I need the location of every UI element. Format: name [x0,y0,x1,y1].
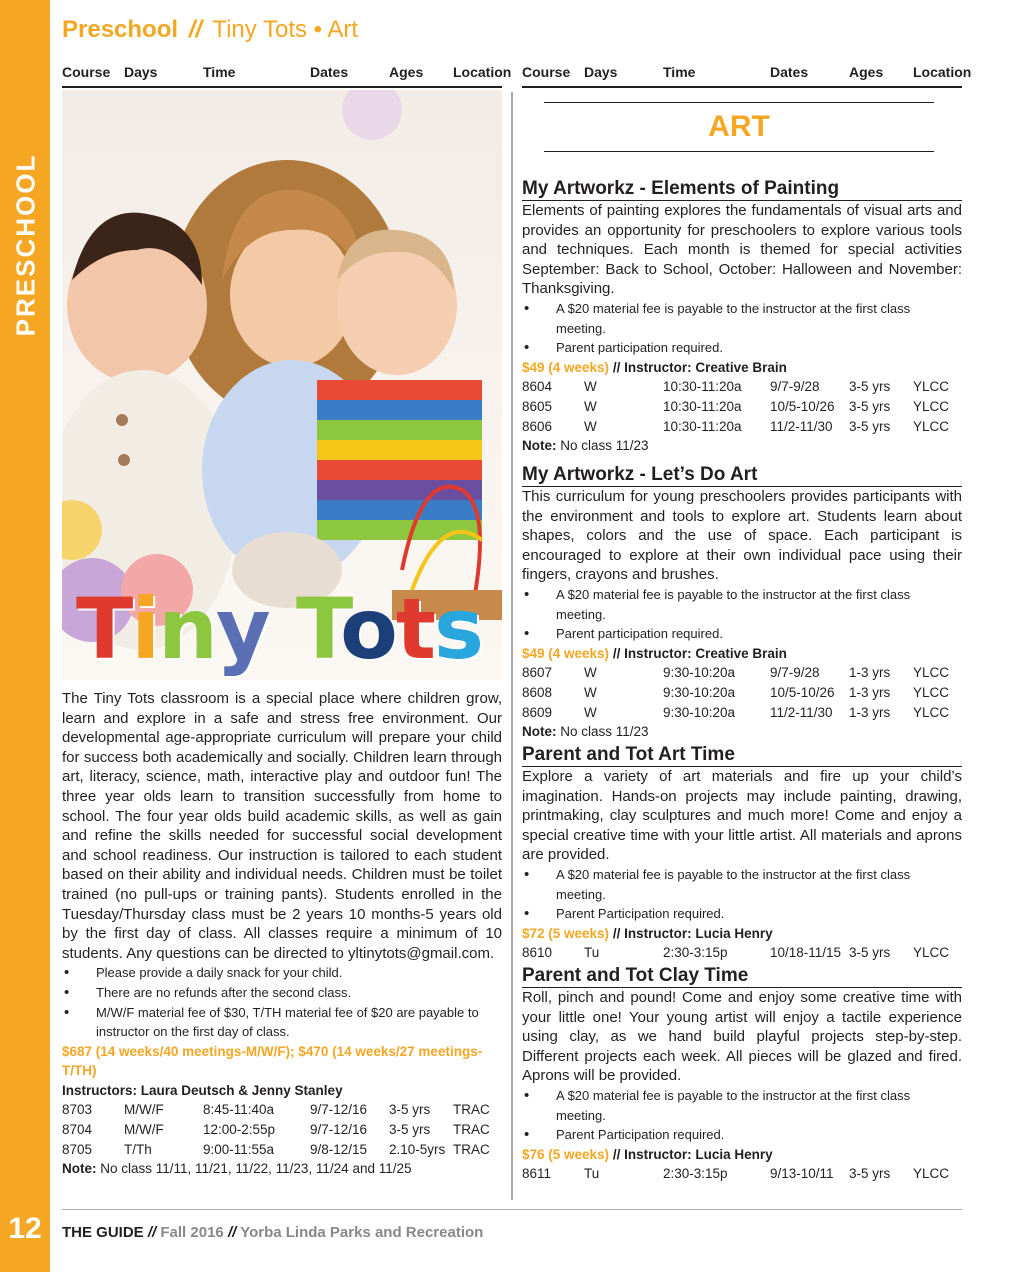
course-time: 8:45-11:40a [203,1102,275,1118]
bullet-item: • Please provide a daily snack for your child. [62,963,502,983]
course-number: 8705 [62,1141,93,1157]
course-days: T/Th [124,1141,152,1157]
course-ages: 2.10-5yrs [389,1141,446,1157]
logo-letter: o [340,580,396,678]
course-number: 8704 [62,1122,93,1138]
title-separator: // [188,16,203,43]
section-note [522,722,962,742]
bullet-item: • M/W/F material fee of $30, T/TH material fee of $20 are payable to instructor on the first day of class. [62,1003,502,1042]
course-ages: 3-5 yrs [849,398,891,414]
course-time: 9:30-10:20a [663,704,736,720]
header-rule-left [62,86,502,88]
course-ages: 3-5 yrs [849,945,891,961]
course-dates: 10/5-10/26 [770,398,835,414]
note-text: No class 11/23 [560,438,649,454]
course-dates: 10/5-10/26 [770,684,835,700]
col-days: Days [124,64,158,80]
class-section [522,178,962,456]
course-number: 8605 [522,398,553,414]
footer [62,1224,483,1241]
course-location: TRAC [453,1102,490,1118]
course-ages: 1-3 yrs [849,665,891,681]
footer-sep: // [227,1224,237,1241]
course-dates: 11/2-11/30 [770,418,833,434]
footer-sep: // [147,1224,157,1241]
art-heading: ART [708,110,770,143]
class-row [522,1164,962,1184]
course-location: YLCC [913,418,950,434]
course-location: YLCC [913,398,950,414]
bullet-item: • There are no refunds after the second class. [62,983,502,1003]
tiny-tots-logo [76,580,482,678]
course-location: YLCC [913,945,950,961]
tiny-tots-note [62,1159,502,1179]
course-dates: 10/18-11/15 [770,945,842,961]
course-days: M/W/F [124,1102,164,1118]
course-dates: 9/7-12/16 [310,1102,368,1118]
course-location: YLCC [913,665,950,681]
note-label: Note: [62,1161,97,1177]
section-description: Explore a variety of art materials and fire up your child’s imagination. Hands-on projects may include painting, drawing, printmaking, clay sculptures and much more! Come and enjoy a special creative time with your little artist. All materials and aprons are provided. [522,768,962,864]
course-location: YLCC [913,379,950,395]
class-row [522,417,962,437]
note-label: Note: [522,724,557,740]
section-title: My Artworkz - Elements of Painting [522,178,962,201]
note-label: Note: [522,438,557,454]
class-row [522,377,962,397]
course-location: TRAC [453,1141,490,1157]
course-number: 8608 [522,684,553,700]
col-course: Course [62,64,111,80]
bullet-item: • Parent Participation required. [522,1125,962,1145]
class-section [522,744,962,963]
sidebar-label: PRESCHOOL [10,153,41,337]
course-days: W [584,684,597,700]
class-row [522,703,962,723]
section-title: My Artworkz - Let’s Do Art [522,464,962,487]
section-price-line [522,924,962,944]
section-title: Parent and Tot Clay Time [522,965,962,988]
col-dates: Dates [310,64,349,80]
page-title [62,16,358,44]
course-days: M/W/F [124,1122,164,1138]
striped-sweater [317,380,482,540]
course-time: 9:30-10:20a [663,684,736,700]
course-number: 8606 [522,418,553,434]
course-time: 10:30-11:20a [663,379,742,395]
column-header-left [62,64,512,84]
course-time: 2:30-3:15p [663,945,728,961]
title-sub: Tiny Tots • Art [212,16,359,43]
class-row [522,943,962,963]
section-title: Parent and Tot Art Time [522,744,962,767]
col-location: Location [453,64,512,80]
course-dates: 9/7-9/28 [770,665,820,681]
section-price: $76 (5 weeks) [522,1146,610,1162]
course-dates: 9/7-9/28 [770,379,820,395]
section-description: This curriculum for young preschoolers provides participants with the environment and tools to explore art. Students learn about shapes, colors and the use of space. Each participant is encouraged to explore at their own individual pace using their fingers, crayons and brushes. [522,488,962,584]
class-section [522,965,962,1184]
course-time: 10:30-11:20a [663,398,742,414]
course-days: Tu [584,1166,600,1182]
course-days: W [584,704,597,720]
section-instructor: // Instructor: Creative Brain [612,645,787,661]
logo-space [269,580,296,678]
course-days: W [584,665,597,681]
class-row [522,683,962,703]
course-number: 8703 [62,1102,93,1118]
column-header-right [522,64,972,84]
col-location: Location [913,64,972,80]
section-price: $72 (5 weeks) [522,925,610,941]
footer-season: Fall 2016 [160,1224,224,1241]
course-time: 9:30-10:20a [663,665,736,681]
section-instructor: // Instructor: Lucia Henry [612,925,773,941]
section-price-line [522,644,962,664]
class-row [522,663,962,683]
course-number: 8611 [522,1166,552,1182]
course-location: TRAC [453,1122,490,1138]
course-ages: 3-5 yrs [389,1122,431,1138]
logo-letter: T [76,580,132,678]
logo-letter: y [215,580,269,678]
bullet-item: • Parent Participation required. [522,904,962,924]
page-number: 12 [8,1212,42,1245]
course-number: 8604 [522,379,553,395]
course-ages: 3-5 yrs [849,1166,891,1182]
class-section [522,464,962,742]
art-heading-box [544,102,934,152]
logo-letter: s [433,580,482,678]
col-ages: Ages [389,64,424,80]
course-days: W [584,379,597,395]
course-dates: 9/7-12/16 [310,1122,368,1138]
tiny-tots-section [62,689,502,1179]
course-days: W [584,418,597,434]
course-ages: 1-3 yrs [849,704,891,720]
col-course: Course [522,64,571,80]
course-time: 10:30-11:20a [663,418,742,434]
section-bullets [522,865,962,924]
course-number: 8610 [522,945,553,961]
tiny-tots-instructors: Instructors: Laura Deutsch & Jenny Stanley [62,1082,343,1098]
section-description: Elements of painting explores the fundamentals of visual arts and provides an opportunity for preschoolers to explore various tools and techniques. Each month is themed for special activities September: Back to School, October: Halloween and November: Thanksgiving. [522,202,962,298]
course-ages: 3-5 yrs [849,379,891,395]
course-number: 8609 [522,704,553,720]
logo-letter: n [158,580,216,678]
tiny-tots-price: $687 (14 weeks/40 meetings-M/W/F); $470 (14 weeks/27 meetings-T/TH) [62,1043,483,1079]
note-text: No class 11/11, 11/21, 11/22, 11/23, 11/24 and 11/25 [100,1161,412,1177]
sidebar [0,0,50,1272]
col-ages: Ages [849,64,884,80]
course-location: YLCC [913,704,950,720]
bullet-item: • A $20 material fee is payable to the instructor at the first class meeting. [522,1086,962,1125]
course-dates: 11/2-11/30 [770,704,833,720]
class-row [62,1120,502,1140]
note-text: No class 11/23 [560,724,649,740]
logo-letter: t [395,580,434,678]
section-bullets [522,299,962,358]
course-number: 8607 [522,665,553,681]
section-description: Roll, pinch and pound! Come and enjoy some creative time with your little one! Your young artist will enjoy a tactile experience using clay, as we hand build playful projects step-by-step. Different projects each week. All pieces will be glazed and fired. Aprons will be provided. [522,989,962,1085]
section-instructor: // Instructor: Lucia Henry [612,1146,773,1162]
section-price: $49 (4 weeks) [522,645,610,661]
logo-letter: i [131,580,159,678]
course-ages: 1-3 yrs [849,684,891,700]
logo-letter: T [295,580,341,678]
section-price-line [522,358,962,378]
course-ages: 3-5 yrs [849,418,891,434]
bullet-item: • Parent participation required. [522,624,962,644]
bullet-item: • A $20 material fee is payable to the instructor at the first class meeting. [522,865,962,904]
class-row [62,1100,502,1120]
course-location: YLCC [913,684,950,700]
class-row [62,1140,502,1160]
header-rule-right [522,86,962,88]
footer-guide: THE GUIDE [62,1224,144,1241]
section-bullets [522,1086,962,1145]
bullet-item: • A $20 material fee is payable to the instructor at the first class meeting. [522,299,962,338]
col-dates: Dates [770,64,809,80]
class-row [522,397,962,417]
col-days: Days [584,64,618,80]
col-time: Time [663,64,696,80]
tiny-tots-bullets [62,963,502,1041]
bullet-item: • A $20 material fee is payable to the instructor at the first class meeting. [522,585,962,624]
bullet-item: • Parent participation required. [522,338,962,358]
course-days: W [584,398,597,414]
section-price: $49 (4 weeks) [522,359,610,375]
sidebar-label-box [6,145,46,345]
col-time: Time [203,64,236,80]
tiny-tots-description: The Tiny Tots classroom is a special place where children grow, learn and explore in a safe and stress free environment. Our developmental age-appropriate curriculum will prepare your child for success both academically and socially. Children learn through art, literacy, science, math, interactive play and outdoor fun! The three year olds learn to transition successfully from home to school. The four year olds build academic skills, as well as gain and refine the skills needed for successful social development and school readiness. Our instruction is tailored to each student based on their ability and individual needs. Children must be toilet trained (no pull-ups or training pants). Students enrolled in the Tuesday/Thursday class must be 2 years 10 months-5 years old by the first day of class. All classes require a minimum of 10 students. Any questions can be directed to yltinytots@gmail.com. [62,690,502,962]
course-time: 2:30-3:15p [663,1166,728,1182]
course-time: 12:00-2:55p [203,1122,276,1138]
footer-org: Yorba Linda Parks and Recreation [240,1224,484,1241]
section-instructor: // Instructor: Creative Brain [612,359,787,375]
course-dates: 9/8-12/15 [310,1141,368,1157]
section-note [522,436,962,456]
section-bullets [522,585,962,644]
footer-rule [62,1209,962,1210]
course-location: YLCC [913,1166,950,1182]
title-main: Preschool [62,16,179,43]
section-price-line [522,1145,962,1165]
course-ages: 3-5 yrs [389,1102,431,1118]
course-days: Tu [584,945,600,961]
course-dates: 9/13-10/11 [770,1166,834,1182]
course-time: 9:00-11:55a [203,1141,275,1157]
column-divider [511,92,513,1200]
